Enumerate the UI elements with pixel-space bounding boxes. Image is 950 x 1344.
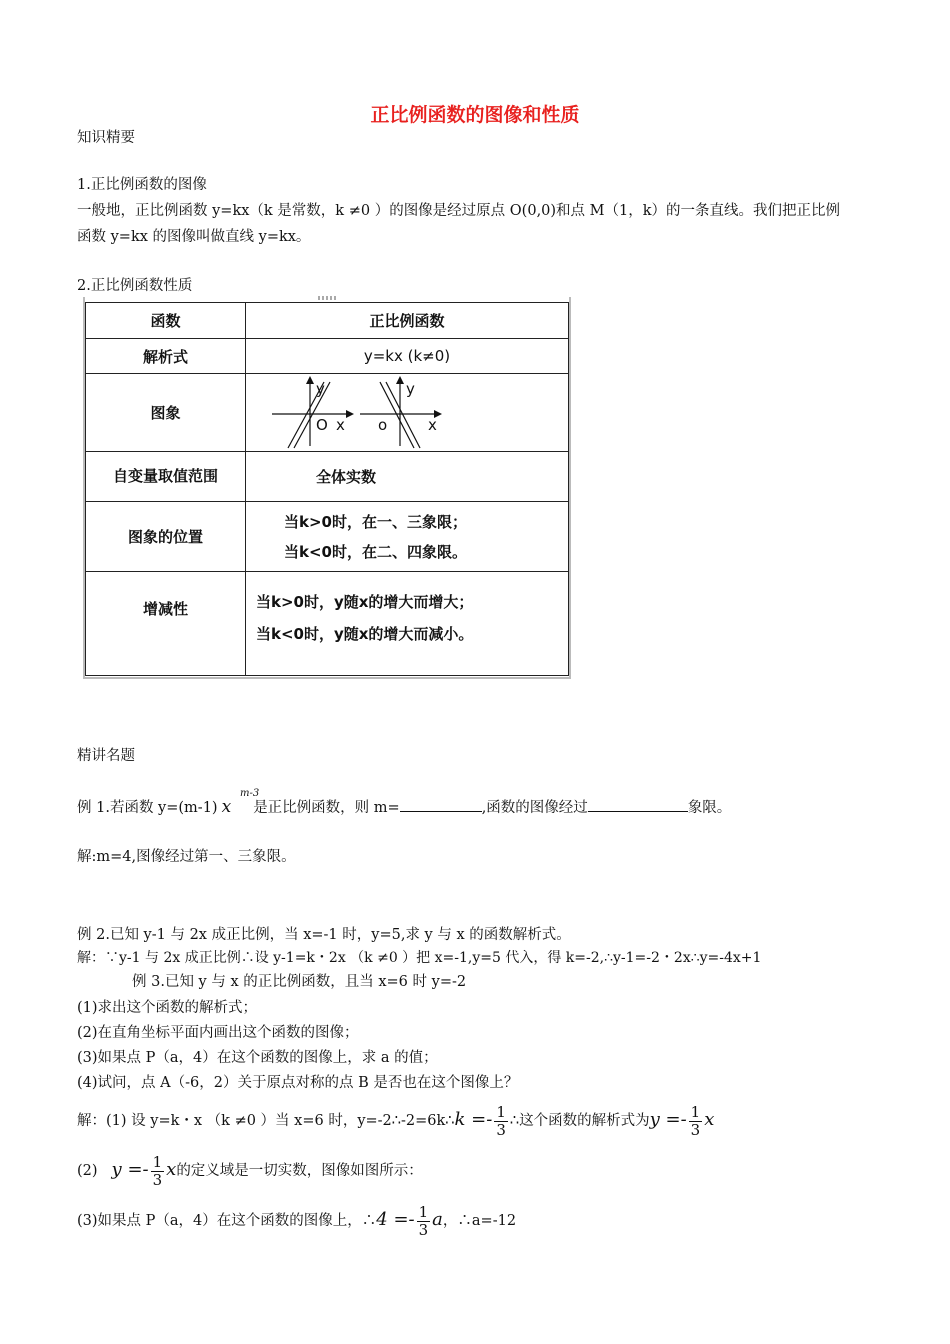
table-row [86,303,569,339]
row2-label: 图象 [86,374,246,452]
sol3-prefix: (3)如果点 P（a，4）在这个函数的图像上，∴ [77,1213,377,1229]
sol2-prefix: (2) [77,1163,98,1179]
row3-label [86,452,246,502]
ex1-blank-quadrant[interactable] [588,797,688,812]
row2-graphs [246,374,569,452]
row3-label-text: 自变量取值范围 [112,467,218,485]
ex1-exponent: m-3 [240,788,260,799]
fraction-one-third [151,1154,165,1189]
sol1-x: x [704,1109,715,1130]
row5-line2: 当k<0时，y随x的增大而减小。 [256,625,474,643]
frac-den: 3 [418,1220,429,1239]
sol2-x: x [166,1159,177,1180]
ex1-blank-m[interactable] [400,797,482,812]
table-row [86,452,569,502]
example3-q3: (3)如果点 P（a，4）在这个函数的图像上，求 a 的值； [77,1050,438,1066]
sol3-end: ，∴a=-12 [442,1213,517,1229]
fraction-one-third [417,1204,431,1239]
example3-question: 例 3.已知 y 与 x 的正比例函数，且当 x=6 时 y=-2 [132,974,467,990]
row4-label: 图象的位置 [86,502,246,572]
sol1-k: k =- [454,1109,493,1130]
table-row [86,374,569,452]
fraction-one-third [494,1104,508,1139]
row1-value: y=kx (k≠0) [246,339,569,374]
section-heading-examples: 精讲名题 [77,748,135,764]
row1-label: 解析式 [86,339,246,374]
page-title: 正比例函数的图像和性质 [370,104,580,126]
solution-1 [77,1100,714,1140]
graph2-line-b [386,379,420,448]
graphs-svg [268,376,468,450]
sol3-a: a [432,1209,443,1230]
table-row [86,502,569,572]
properties-table [85,302,569,676]
example3-q1: (1)求出这个函数的解析式； [77,1000,258,1016]
ex1-end: 象限。 [687,800,732,816]
header-right: 正比例函数 [246,303,569,339]
sol1-mid: ∴这个函数的解析式为 [509,1113,650,1129]
graph1-y-arrow [306,376,314,384]
frac-num: 1 [690,1102,701,1121]
example2-answer: 解：∵y-1 与 2x 成正比例∴设 y-1=k・2x （k ≠0 ）把 x=-1,y=5 代入，得 k=-2,∴y-1=-2・2x∴y=-4x+1 [77,950,762,966]
graph1-y-label: y [316,379,325,398]
example1-question [77,797,731,818]
sol1-y: y =- [649,1109,687,1130]
graph1-x-label: x [336,415,345,434]
row4-line1: 当k>0时，在一、三象限； [284,512,467,531]
row4-value [246,502,569,572]
row4-line2: 当k<0时，在二、四象限。 [284,542,467,561]
ex1-prefix: 例 1.若函数 y=(m-1) [77,800,218,816]
ex1-mid: 是正比例函数，则 m= [253,800,400,816]
s1-heading: 1.正比例函数的图像 [77,177,207,193]
table-row [86,572,569,676]
ex1-base: x [221,797,232,817]
row5-label: 增减性 [86,572,246,676]
graph2-y-arrow [396,376,404,384]
fraction-one-third [689,1104,703,1139]
example2-question: 例 2.已知 y-1 与 2x 成正比例，当 x=-1 时，y=5,求 y 与 x 的函数解析式。 [77,927,571,943]
table-row [86,339,569,374]
graph2-x-label: x [428,415,437,434]
ex1-mid2: ,函数的图像经过 [481,800,588,816]
frac-num: 1 [418,1202,429,1221]
section-heading-knowledge: 知识精要 [77,130,135,146]
frac-num: 1 [496,1102,506,1121]
frac-den: 3 [496,1120,506,1139]
row5-line1: 当k>0时，y随x的增大而增大； [256,593,474,611]
example3-q4: (4)试问，点 A（-6，2）关于原点对称的点 B 是否也在这个图像上？ [77,1075,519,1091]
graph2-o-label: o [378,415,388,434]
frac-den: 3 [690,1120,701,1139]
graph1-x-arrow [346,410,354,418]
graph2-y-label: y [406,379,415,398]
row3-value: 全体实数 [246,452,569,502]
s2-heading: 2.正比例函数性质 [77,278,193,294]
table-handle-icon [318,296,336,300]
graph1-o-label: O [316,415,328,434]
s1-line1: 一般地，正比例函数 y=kx（k 是常数，k ≠0 ）的图像是经过原点 O(0,0)和点 M（1，k）的一条直线。我们把正比例 [77,203,841,219]
solution-2 [77,1150,423,1190]
example1-answer: 解:m=4,图像经过第一、三象限。 [77,849,296,865]
sol2-text: 的定义域是一切实数，图像如图所示： [176,1163,423,1179]
sol2-y: y =- [111,1159,149,1180]
example3-q2: (2)在直角坐标平面内画出这个函数的图像； [77,1025,359,1041]
header-left: 函数 [86,303,246,339]
solution-3 [77,1200,516,1240]
frac-num: 1 [152,1152,163,1171]
sol1-prefix: 解：(1) 设 y=k・x （k ≠0 ）当 x=6 时，y=-2∴-2=6k∴ [77,1113,455,1129]
row5-value [246,572,569,676]
sol3-eq: 4 =- [376,1209,415,1230]
frac-den: 3 [152,1170,163,1189]
s1-line2: 函数 y=kx 的图像叫做直线 y=kx。 [77,229,311,245]
